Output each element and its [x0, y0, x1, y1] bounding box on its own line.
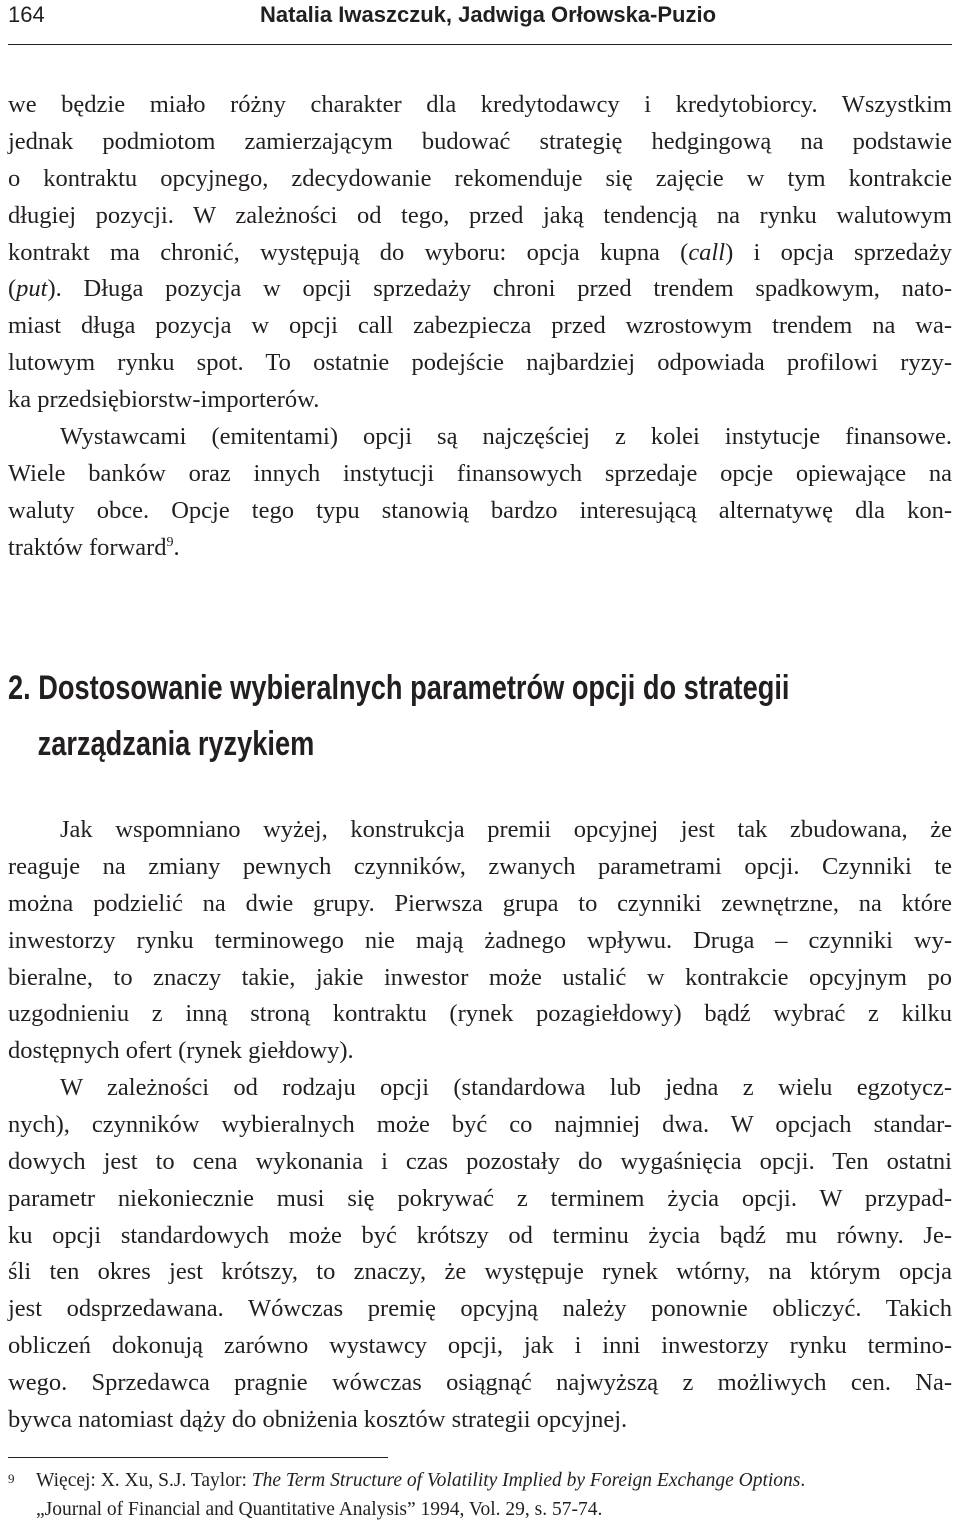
text-line: Wystawcami (emitentami) opcji są najczęściej z kolei instytucje finansowe.: [60, 423, 952, 450]
text-line: uzgodnieniu z inną stroną kontraktu (rynek pozagiełdowy) bądź wybrać z kilku: [8, 1000, 952, 1028]
text-line: nych), czynników wybieralnych może być co najmniej dwa. W opcjach standar-: [8, 1110, 952, 1138]
text-line: ka przedsiębiorstw-importerów.: [8, 386, 320, 414]
text-line: [8, 530, 952, 567]
text-segment: .: [800, 1470, 806, 1491]
term-put: put: [16, 275, 48, 303]
text-segment: Więcej: X. Xu, S.J. Taylor:: [36, 1470, 252, 1491]
footnote-divider: [8, 1457, 388, 1458]
section-heading-line: zarządzania ryzykiem: [37, 725, 315, 763]
paragraph-4: [8, 1070, 952, 1439]
page-number: 164: [8, 2, 45, 27]
section-heading-line: 2. Dostosowanie wybieralnych parametrów opcji do strategii: [8, 669, 790, 707]
text-line: jednak podmiotom zamierzającym budować strategię hedgingową na podstawie: [8, 127, 952, 155]
text-line: W zależności od rodzaju opcji (standardowa lub jedna z wielu egzotycz-: [60, 1074, 952, 1101]
text-line: śli ten okres jest krótszy, to znaczy, że występuje rynek wtórny, na którym opcja: [8, 1258, 952, 1286]
text-line: ku opcji standardowych może być krótszy od terminu życia bądź mu równy. Je-: [8, 1221, 952, 1249]
text-segment: traktów forward: [8, 533, 167, 561]
text-line: [8, 271, 952, 308]
footnote-line: „Journal of Financial and Quantitative Analysis” 1994, Vol. 29, s. 57-74.: [36, 1499, 603, 1520]
text-line: Jak wspomniano wyżej, konstrukcja premii opcyjnej jest tak zbudowana, że: [60, 816, 952, 843]
text-line: parametr niekoniecznie musi się pokrywać z terminem życia opcji. W przypad-: [8, 1184, 952, 1212]
text-line: lutowym rynku spot. To ostatnie podejście najbardziej odpowiada profilowi ryzy-: [8, 349, 952, 377]
text-segment: .: [173, 533, 180, 561]
text-line: inwestorzy rynku terminowego nie mają żadnego wpływu. Druga – czynniki wy-: [8, 926, 952, 954]
text-line: obliczeń dokonują zarówno wystawcy opcji, jak i inni inwestorzy rynku termino-: [8, 1332, 952, 1360]
footnote-number: 9: [8, 1471, 15, 1486]
text-line: bieralne, to znaczy takie, jakie inwestor może ustalić w kontrakcie opcyjnym po: [8, 963, 952, 991]
text-line: we będzie miało różny charakter dla kredytodawcy i kredytobiorcy. Wszystkim: [8, 91, 952, 118]
footnote-line: [8, 1466, 952, 1495]
paragraph-1: [8, 87, 952, 419]
text-segment: (: [8, 275, 17, 303]
text-line: dowych jest to cena wykonania i czas pozostały do wygaśnięcia opcji. Ten ostatni: [8, 1147, 952, 1175]
text-line: [8, 235, 952, 272]
text-line: bywca natomiast dąży do obniżenia kosztów strategii opcyjnej.: [8, 1406, 628, 1434]
text-line: Wiele banków oraz innych instytucji finansowych sprzedaje opcje opiewające na: [8, 459, 952, 487]
text-segment: ). Długa pozycja w opcji sprzedaży chroni przed trendem spadkowym, nato-: [47, 275, 952, 303]
text-segment: ) i opcja sprzedaży: [725, 238, 952, 266]
paragraph-3: [8, 812, 952, 1070]
text-line: wego. Sprzedawca pragnie wówczas osiągnąć najwyższą z możliwych cen. Na-: [8, 1369, 952, 1397]
running-header: [8, 0, 952, 45]
text-line: długiej pozycji. W zależności od tego, przed jaką tendencją na rynku walutowym: [8, 201, 952, 229]
text-line: jest odsprzedawana. Wówczas premię opcyjną należy ponownie obliczyć. Takich: [8, 1295, 952, 1323]
text-line: o kontraktu opcyjnego, zdecydowanie rekomenduje się zajęcie w tym kontrakcie: [8, 164, 952, 192]
text-line: miast długa pozycja w opcji call zabezpiecza przed wzrostowym trendem na wa-: [8, 312, 952, 340]
text-line: dostępnych ofert (rynek giełdowy).: [8, 1037, 354, 1065]
running-title: Natalia Iwaszczuk, Jadwiga Orłowska-Puzio: [260, 2, 717, 27]
footnote-reference[interactable]: 9: [166, 534, 174, 550]
text-segment: kontrakt ma chronić, występują do wyboru: opcja kupna (: [8, 238, 689, 266]
text-line: można podzielić na dwie grupy. Pierwsza grupa to czynniki zewnętrzne, na które: [8, 889, 952, 917]
paragraph-2: [8, 419, 952, 567]
term-call: call: [688, 238, 726, 266]
text-line: reaguje na zmiany pewnych czynników, zwanych parametrami opcji. Czynniki te: [8, 852, 952, 880]
text-line: waluty obce. Opcje tego typu stanowią bardzo interesującą alternatywę dla kon-: [8, 496, 952, 524]
footnote: [8, 1466, 952, 1524]
cited-title: The Term Structure of Volatility Implied by Foreign Exchange Options: [251, 1470, 801, 1491]
section-heading: [8, 660, 790, 772]
